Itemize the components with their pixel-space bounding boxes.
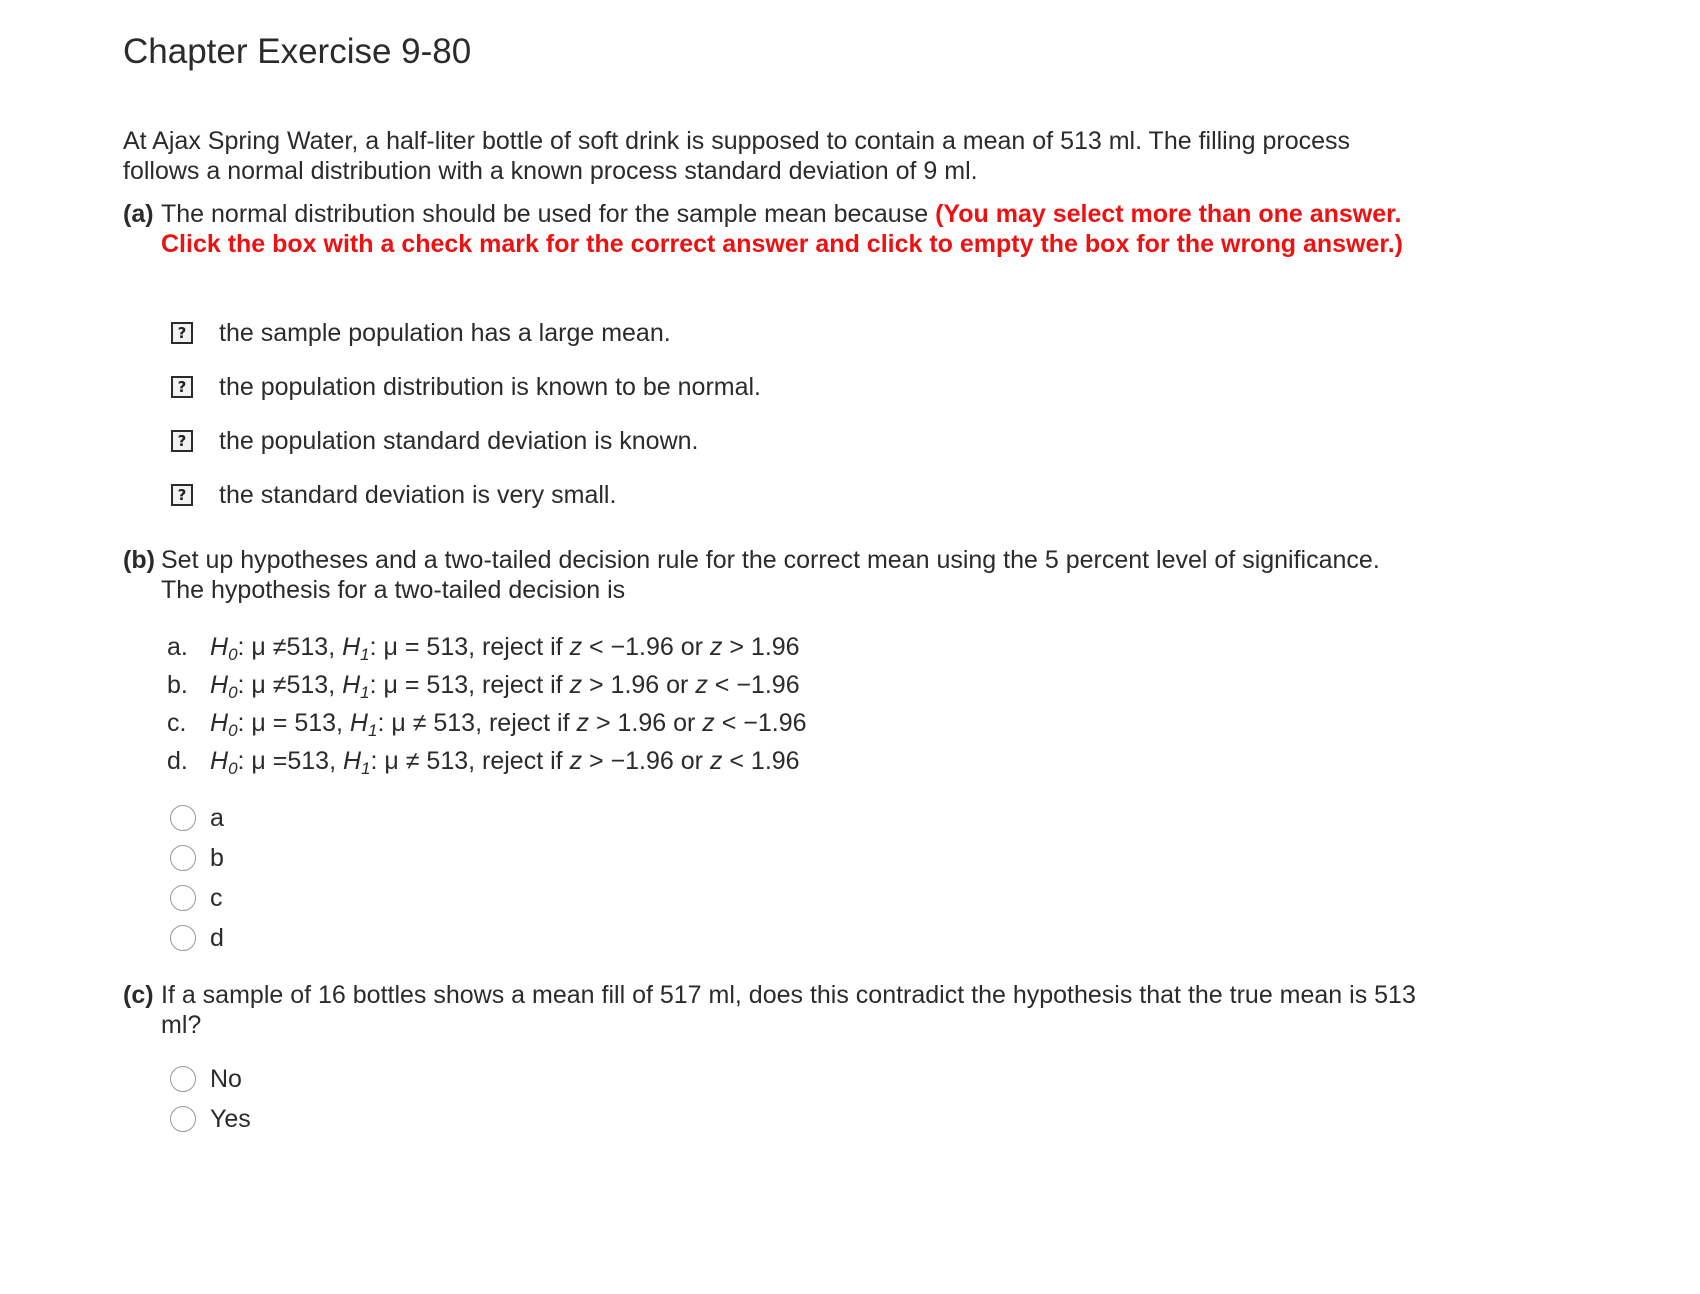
part-b-radio-b [170,838,224,878]
part-b-question-text: Set up hypotheses and a two-tailed decision rule for the correct mean using the 5 percent level of significance. The hypothesis for a two-tailed decision is [161,546,1380,604]
part-c-label: (c) [123,981,154,1009]
radio-button[interactable] [170,1066,196,1092]
hypothesis-choice-a: a. $H_0$: μ ≠513, $H_1$: μ = 513, reject if z < −1.96 or z > 1.96 [167,633,800,664]
hypothesis-choice-d: d. $H_0$: μ =513, $H_1$: μ ≠ 513, reject if z > −1.96 or z < 1.96 [167,747,800,778]
option-label: the population distribution is known to be normal. [219,372,761,401]
part-a-label: (a) [123,200,154,228]
question-mark-checkbox-icon[interactable]: ? [171,484,193,506]
part-b-label: (b) [123,546,155,574]
radio-label: a [210,803,224,832]
problem-intro: At Ajax Spring Water, a half-liter bottle of soft drink is supposed to contain a mean of 513 ml. The filling process follows a normal distribution with a known process standard deviation of 9 ml. [123,127,1351,185]
part-c-radio-yes [170,1099,251,1139]
radio-button[interactable] [170,925,196,951]
page-title: Chapter Exercise 9-80 [123,32,472,71]
question-mark-checkbox-icon[interactable]: ? [171,430,193,452]
part-c-radio-group [170,1059,251,1139]
part-a-options [171,306,761,522]
part-a-question-text: The normal distribution should be used for the sample mean because [161,200,929,228]
part-c-question-text: If a sample of 16 bottles shows a mean fill of 517 ml, does this contradict the hypothesis that the true mean is 513 ml? [161,981,1416,1039]
part-c-radio-no [170,1059,251,1099]
radio-button[interactable] [170,805,196,831]
part-a-question [123,199,1423,259]
radio-label: No [210,1064,242,1093]
option-label: the population standard deviation is known. [219,426,699,455]
part-b-question [123,545,1423,605]
radio-button[interactable] [170,1106,196,1132]
radio-label: d [210,923,224,952]
radio-label: b [210,843,224,872]
part-a-option-4 [171,468,761,522]
part-b-radio-c [170,878,224,918]
radio-button[interactable] [170,885,196,911]
question-mark-checkbox-icon[interactable]: ? [171,376,193,398]
radio-button[interactable] [170,845,196,871]
option-label: the standard deviation is very small. [219,480,617,509]
part-a-option-2 [171,360,761,414]
part-b-radio-group [170,798,224,958]
part-b-radio-d [170,918,224,958]
hypothesis-choice-c: c. $H_0$: μ = 513, $H_1$: μ ≠ 513, reject if z > 1.96 or z < −1.96 [167,709,807,740]
part-a-text [161,199,1423,259]
option-label: the sample population has a large mean. [219,318,671,347]
hypothesis-choice-b: b. $H_0$: μ ≠513, $H_1$: μ = 513, reject if z > 1.96 or z < −1.96 [167,671,800,702]
exercise-page [123,30,1423,1133]
radio-label: c [210,883,223,912]
part-c-question [123,980,1423,1040]
part-a-option-3 [171,414,761,468]
part-b-radio-a [170,798,224,838]
radio-label: Yes [210,1104,251,1133]
question-mark-checkbox-icon[interactable]: ? [171,322,193,344]
part-a-instruction: (You may select more than one answer. Click the box with a check mark for the correct answer and click to empty the box for the wrong answer.) [161,200,1403,258]
part-b-choices [167,628,807,780]
part-a-option-1 [171,306,761,360]
